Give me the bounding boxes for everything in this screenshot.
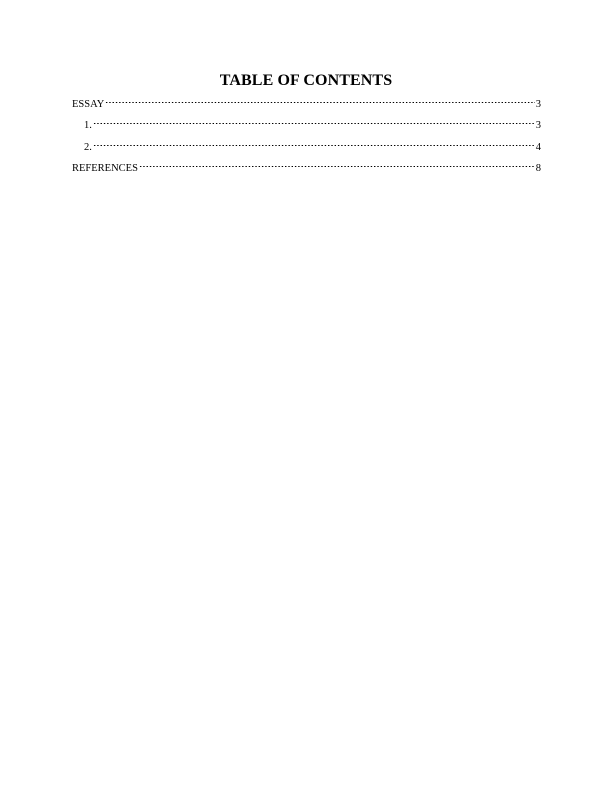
toc-dot-leader (139, 165, 535, 168)
toc-entry-page: 3 (535, 120, 541, 132)
toc-dot-leader (93, 122, 535, 125)
toc-list (72, 98, 541, 183)
toc-entry-references[interactable] (72, 162, 541, 183)
toc-entry-label: 2. (84, 141, 92, 153)
toc-entry-essay[interactable] (72, 98, 541, 119)
toc-entry-page: 8 (535, 162, 541, 174)
toc-entry-page: 4 (535, 141, 541, 153)
toc-entry-label: 1. (84, 120, 92, 132)
toc-title: TABLE OF CONTENTS (219, 72, 393, 89)
toc-dot-leader (93, 144, 535, 147)
toc-dot-leader (105, 101, 534, 104)
toc-entry-1[interactable] (72, 119, 541, 140)
toc-entry-label: REFERENCES (72, 162, 138, 174)
toc-entry-label: ESSAY (72, 99, 105, 110)
toc-entry-page: 3 (535, 99, 541, 110)
toc-entry-2[interactable] (72, 141, 541, 162)
